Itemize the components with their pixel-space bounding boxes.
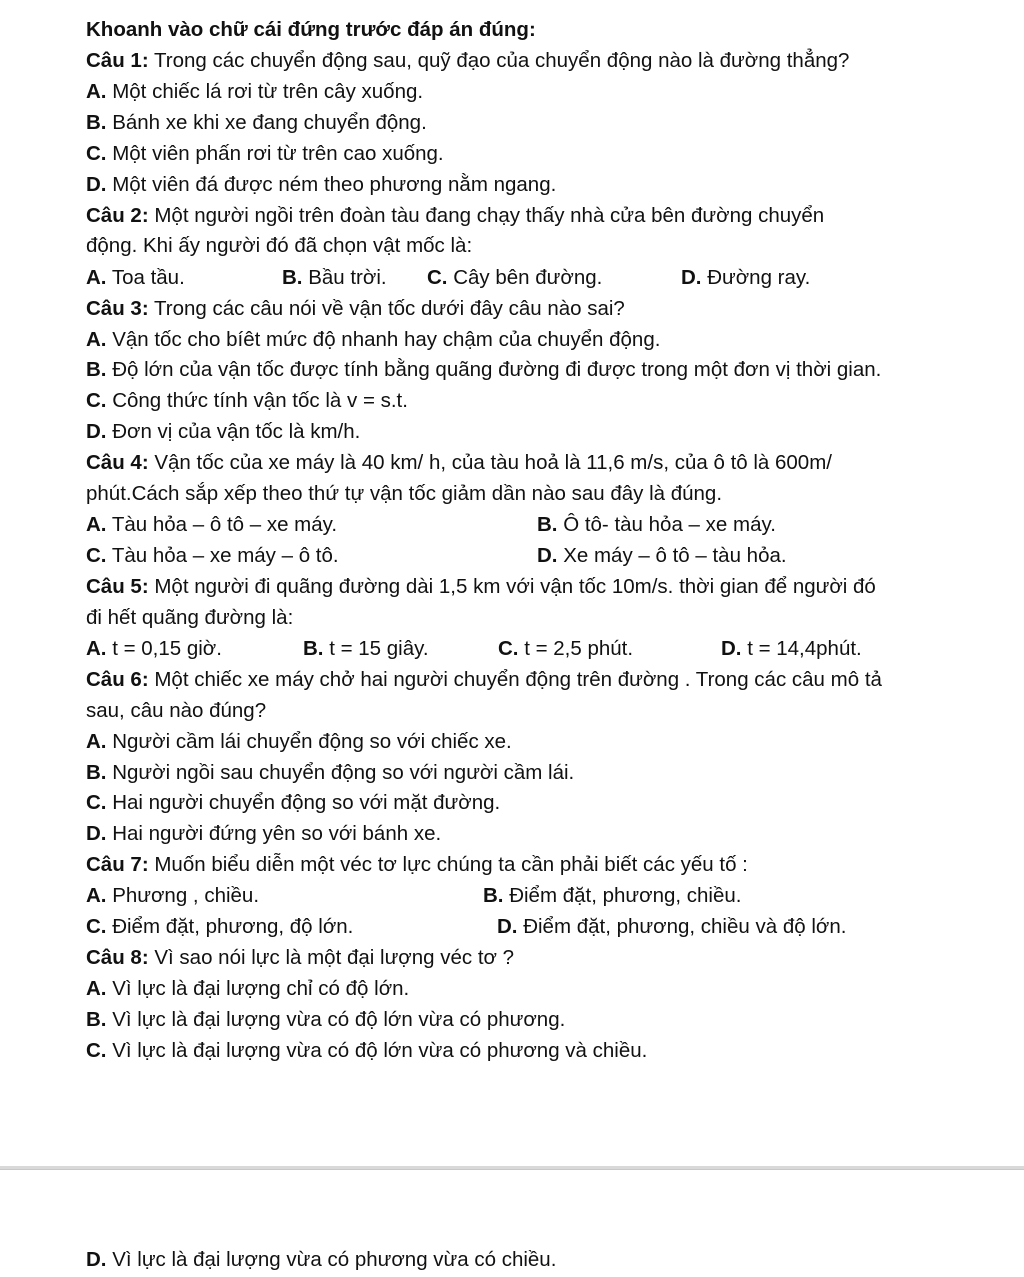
question-2-cont: động. Khi ấy người đó đã chọn vật mốc là: (86, 234, 473, 257)
q2-option-c[interactable]: C. Cây bên đường. (427, 266, 603, 289)
question-4-cont: phút.Cách sắp xếp theo thứ tự vận tốc giảm dần nào sau đây là đúng. (86, 482, 723, 505)
q4-option-d[interactable]: D. Xe máy – ô tô – tàu hỏa. (537, 544, 787, 567)
q2-option-d[interactable]: D. Đường ray. (681, 266, 811, 289)
q5-option-c[interactable]: C. t = 2,5 phút. (498, 637, 634, 660)
question-7: Câu 7: Muốn biểu diễn một véc tơ lực chúng ta cần phải biết các yếu tố : (86, 853, 748, 876)
q3-option-c[interactable]: C. Công thức tính vận tốc là v = s.t. (86, 389, 408, 412)
q3-option-a[interactable]: A. Vận tốc cho bíêt mức độ nhanh hay chậm của chuyển động. (86, 328, 661, 351)
question-6: Câu 6: Một chiếc xe máy chở hai người chuyển động trên đường . Trong các câu mô tả (86, 668, 882, 691)
q5-option-d[interactable]: D. t = 14,4phút. (721, 637, 862, 660)
question-3: Câu 3: Trong các câu nói về vận tốc dưới đây câu nào sai? (86, 297, 625, 320)
q6-option-d[interactable]: D. Hai người đứng yên so với bánh xe. (86, 822, 442, 845)
q8-option-b[interactable]: B. Vì lực là đại lượng vừa có độ lớn vừa có phương. (86, 1008, 566, 1031)
question-6-cont: sau, câu nào đúng? (86, 699, 267, 722)
instruction-heading: Khoanh vào chữ cái đứng trước đáp án đúng: (86, 18, 536, 41)
q6-option-a[interactable]: A. Người cầm lái chuyển động so với chiếc xe. (86, 730, 512, 753)
q1-option-b[interactable]: B. Bánh xe khi xe đang chuyển động. (86, 111, 427, 134)
page-2 (0, 1170, 1024, 1277)
q3-option-d[interactable]: D. Đơn vị của vận tốc là km/h. (86, 420, 361, 443)
q1-option-d[interactable]: D. Một viên đá được ném theo phương nằm ngang. (86, 173, 557, 196)
q8-option-d[interactable]: D. Vì lực là đại lượng vừa có phương vừa có chiều. (86, 1248, 557, 1271)
q8-option-c[interactable]: C. Vì lực là đại lượng vừa có độ lớn vừa có phương và chiều. (86, 1039, 648, 1062)
q7-option-c[interactable]: C. Điểm đặt, phương, độ lớn. (86, 915, 354, 938)
q3-option-b[interactable]: B. Độ lớn của vận tốc được tính bằng quãng đường đi được trong một đơn vị thời gian. (86, 358, 882, 381)
q4-option-a[interactable]: A. Tàu hỏa – ô tô – xe máy. (86, 513, 338, 536)
q4-option-b[interactable]: B. Ô tô- tàu hỏa – xe máy. (537, 513, 776, 536)
q7-option-a[interactable]: A. Phương , chiều. (86, 884, 260, 907)
q1-option-a[interactable]: A. Một chiếc lá rơi từ trên cây xuống. (86, 80, 424, 103)
q4-option-c[interactable]: C. Tàu hỏa – xe máy – ô tô. (86, 544, 339, 567)
q5-option-a[interactable]: A. t = 0,15 giờ. (86, 637, 222, 660)
q7-option-b[interactable]: B. Điểm đặt, phương, chiều. (483, 884, 742, 907)
question-4: Câu 4: Vận tốc của xe máy là 40 km/ h, của tàu hoả là 11,6 m/s, của ô tô là 600m/ (86, 451, 832, 474)
q5-option-b[interactable]: B. t = 15 giây. (303, 637, 429, 660)
q7-option-d[interactable]: D. Điểm đặt, phương, chiều và độ lớn. (497, 915, 847, 938)
question-1: Câu 1: Trong các chuyển động sau, quỹ đạo của chuyển động nào là đường thẳng? (86, 49, 850, 72)
question-8: Câu 8: Vì sao nói lực là một đại lượng véc tơ ? (86, 946, 515, 969)
q2-option-b[interactable]: B. Bầu trời. (282, 266, 387, 289)
q6-option-b[interactable]: B. Người ngồi sau chuyển động so với người cầm lái. (86, 761, 575, 784)
question-2: Câu 2: Một người ngồi trên đoàn tàu đang chạy thấy nhà cửa bên đường chuyển (86, 204, 825, 227)
q6-option-c[interactable]: C. Hai người chuyển động so với mặt đường. (86, 791, 501, 814)
q8-option-a[interactable]: A. Vì lực là đại lượng chỉ có độ lớn. (86, 977, 410, 1000)
q2-option-a[interactable]: A. Toa tầu. (86, 266, 185, 289)
question-5: Câu 5: Một người đi quãng đường dài 1,5 km với vận tốc 10m/s. thời gian để người đó (86, 575, 876, 598)
question-5-cont: đi hết quãng đường là: (86, 606, 294, 629)
q1-option-c[interactable]: C. Một viên phấn rơi từ trên cao xuống. (86, 142, 444, 165)
